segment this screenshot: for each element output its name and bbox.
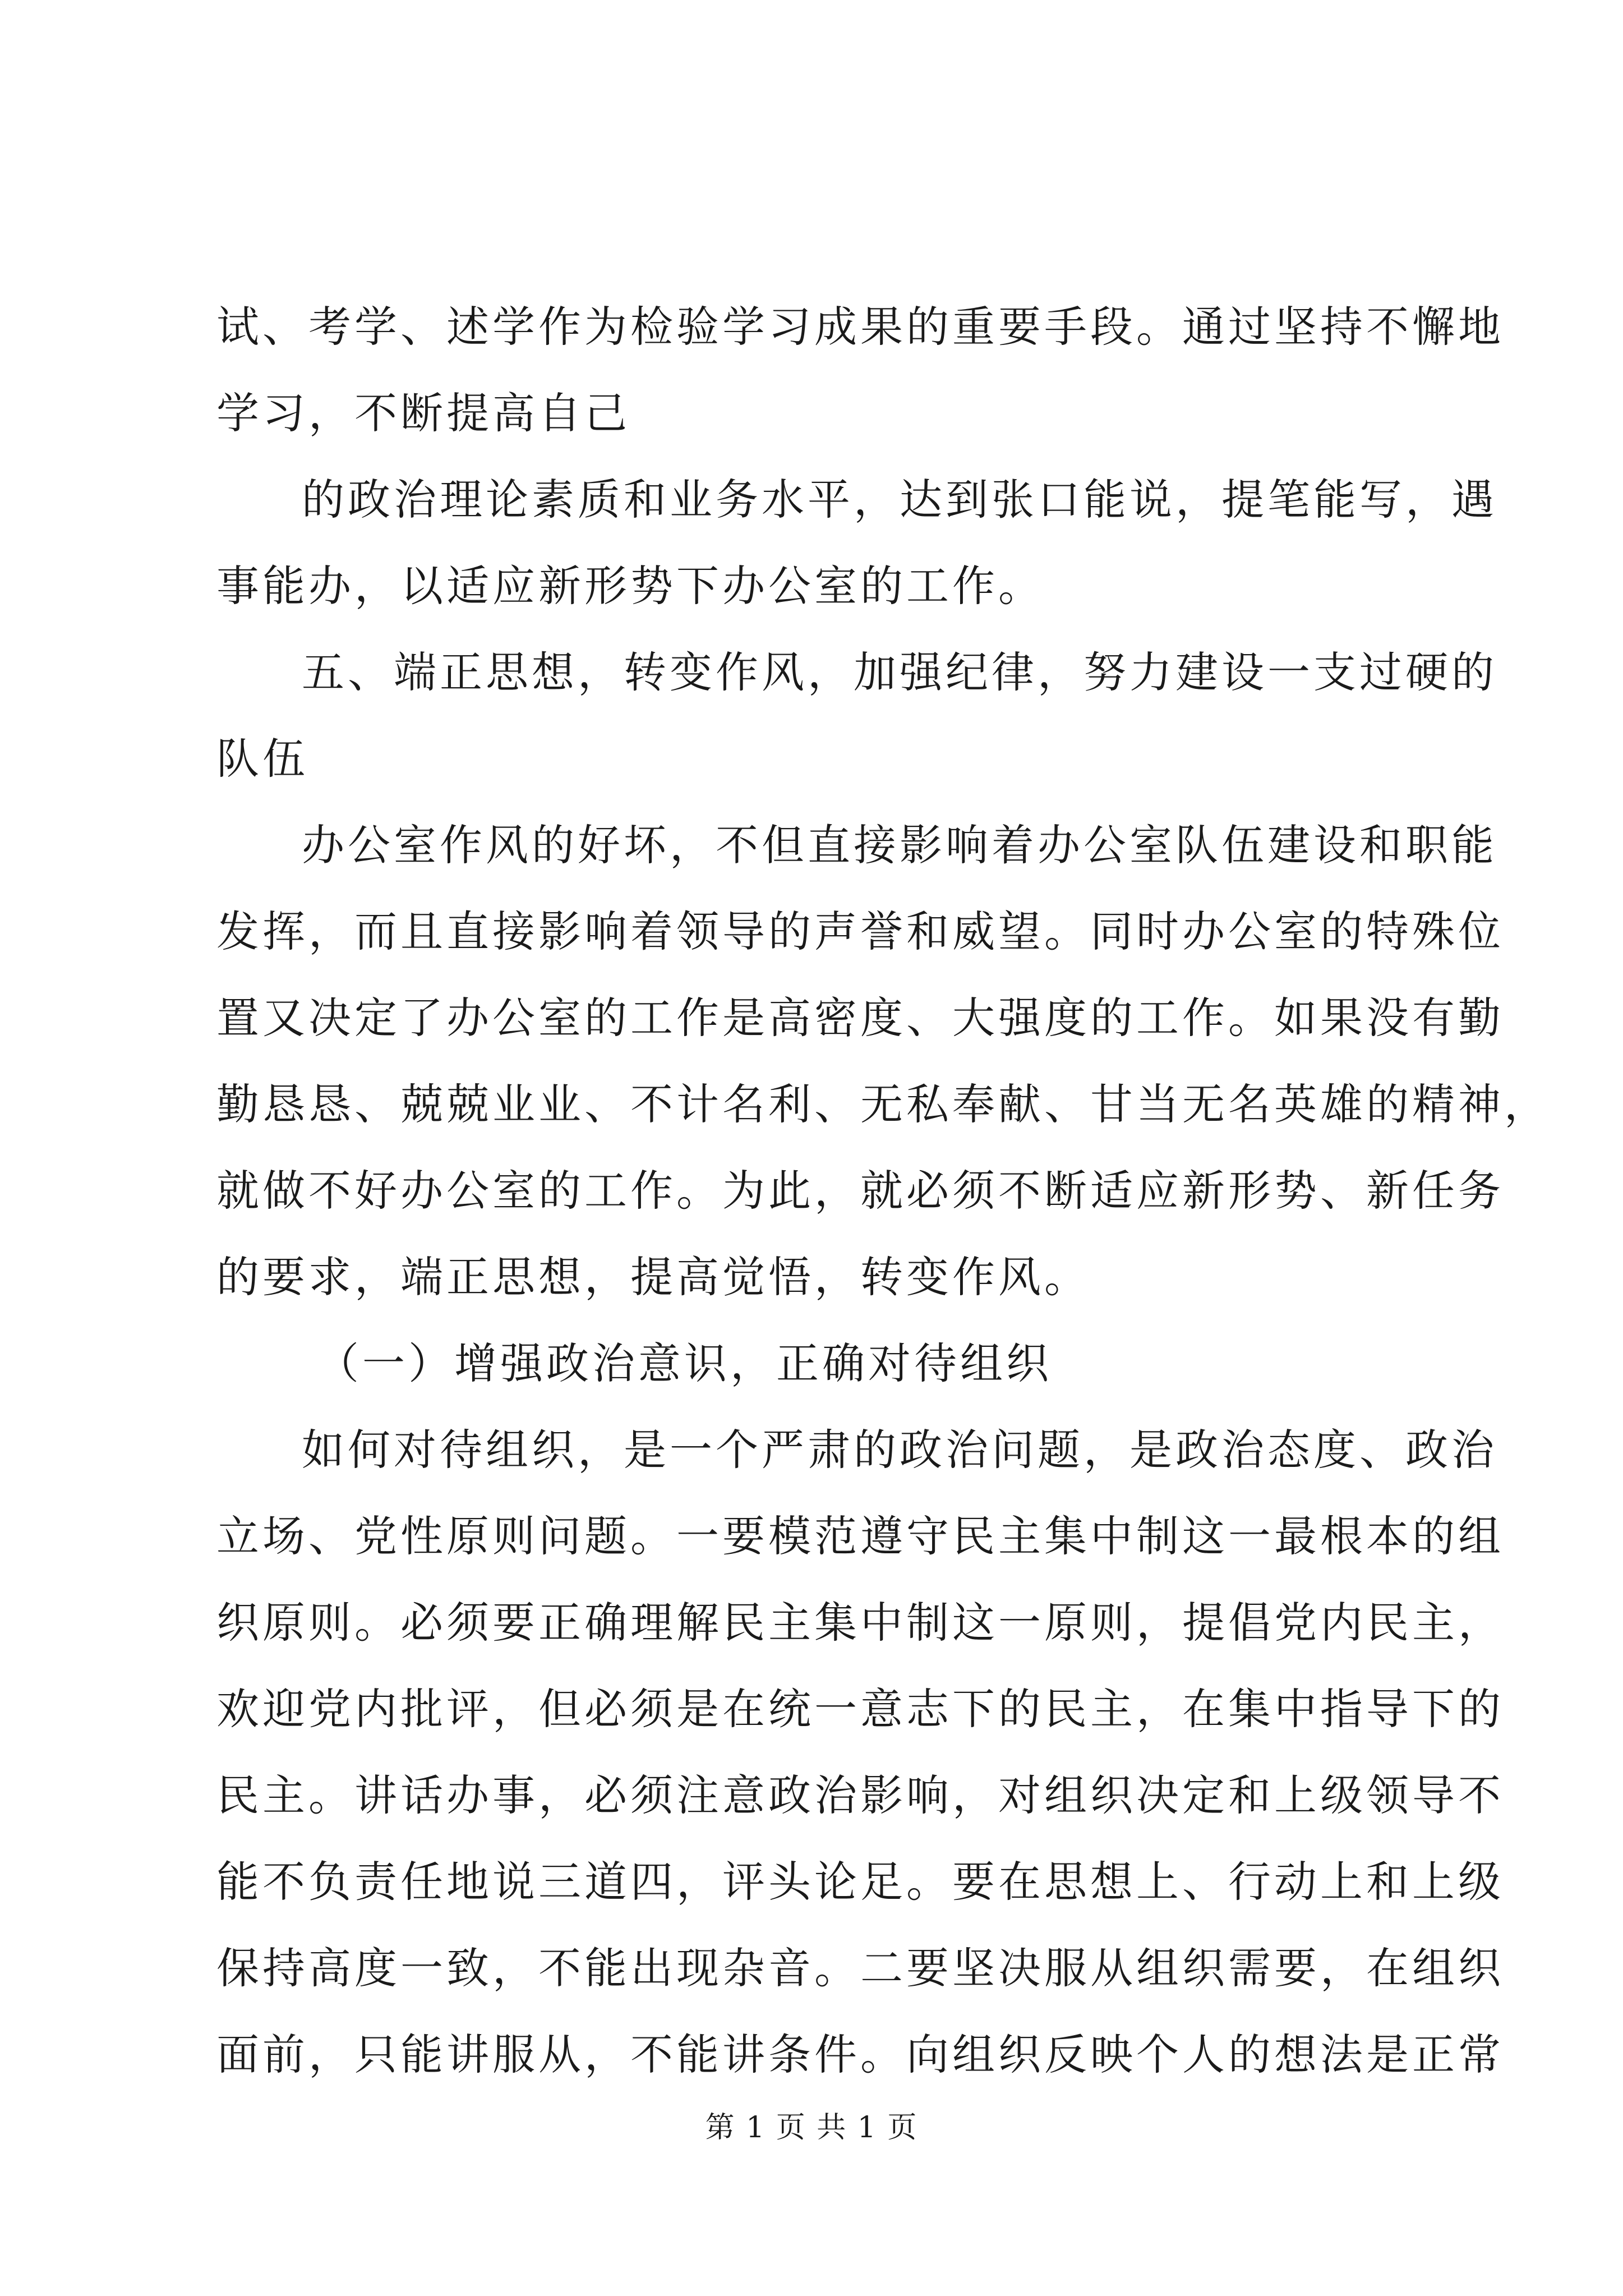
document-body (216, 284, 1550, 2098)
body-line: 试、考学、述学作为检验学习成果的重要手段。通过坚持不懈地 (216, 302, 1504, 352)
body-line: 学习，不断提高自己 (216, 388, 630, 438)
body-line: 立场、党性原则问题。一要模范遵守民主集中制这一最根本的组 (216, 1511, 1504, 1561)
body-line: 就做不好办公室的工作。为此，就必须不断适应新形势、新任务 (216, 1166, 1504, 1216)
body-line: 保持高度一致，不能出现杂音。二要坚决服从组织需要，在组织 (216, 1943, 1504, 1993)
body-line: 办公室作风的好坏，不但直接影响着办公室队伍建设和职能 (302, 820, 1497, 870)
body-line: 置又决定了办公室的工作是高密度、大强度的工作。如果没有勤 (216, 993, 1504, 1043)
section-heading-continued: 队伍 (216, 734, 308, 784)
body-line: 欢迎党内批评，但必须是在统一意志下的民主，在集中指导下的 (216, 1684, 1504, 1734)
body-line: 民主。讲话办事，必须注意政治影响，对组织决定和上级领导不 (216, 1770, 1504, 1820)
body-line: 的政治理论素质和业务水平，达到张口能说，提笔能写，遇 (302, 475, 1497, 524)
body-line: 勤恳恳、兢兢业业、不计名利、无私奉献、甘当无名英雄的精神， (216, 1079, 1550, 1129)
body-line: 发挥，而且直接影响着领导的声誉和威望。同时办公室的特殊位 (216, 907, 1504, 956)
body-line: 织原则。必须要正确理解民主集中制这一原则，提倡党内民主， (216, 1598, 1504, 1648)
subsection-heading: （一）增强政治意识，正确对待组织 (316, 1338, 1052, 1388)
body-line: 的要求，端正思想，提高觉悟，转变作风。 (216, 1252, 1090, 1302)
section-heading: 五、端正思想，转变作风，加强纪律，努力建设一支过硬的 (302, 647, 1497, 697)
body-line: 面前，只能讲服从，不能讲条件。向组织反映个人的想法是正常 (216, 2030, 1504, 2079)
body-line: 事能办，以适应新形势下办公室的工作。 (216, 561, 1044, 611)
body-line: 如何对待组织，是一个严肃的政治问题，是政治态度、政治 (302, 1425, 1497, 1475)
body-line: 能不负责任地说三道四，评头论足。要在思想上、行动上和上级 (216, 1857, 1504, 1907)
page-footer: 第 1 页 共 1 页 (705, 2111, 918, 2145)
